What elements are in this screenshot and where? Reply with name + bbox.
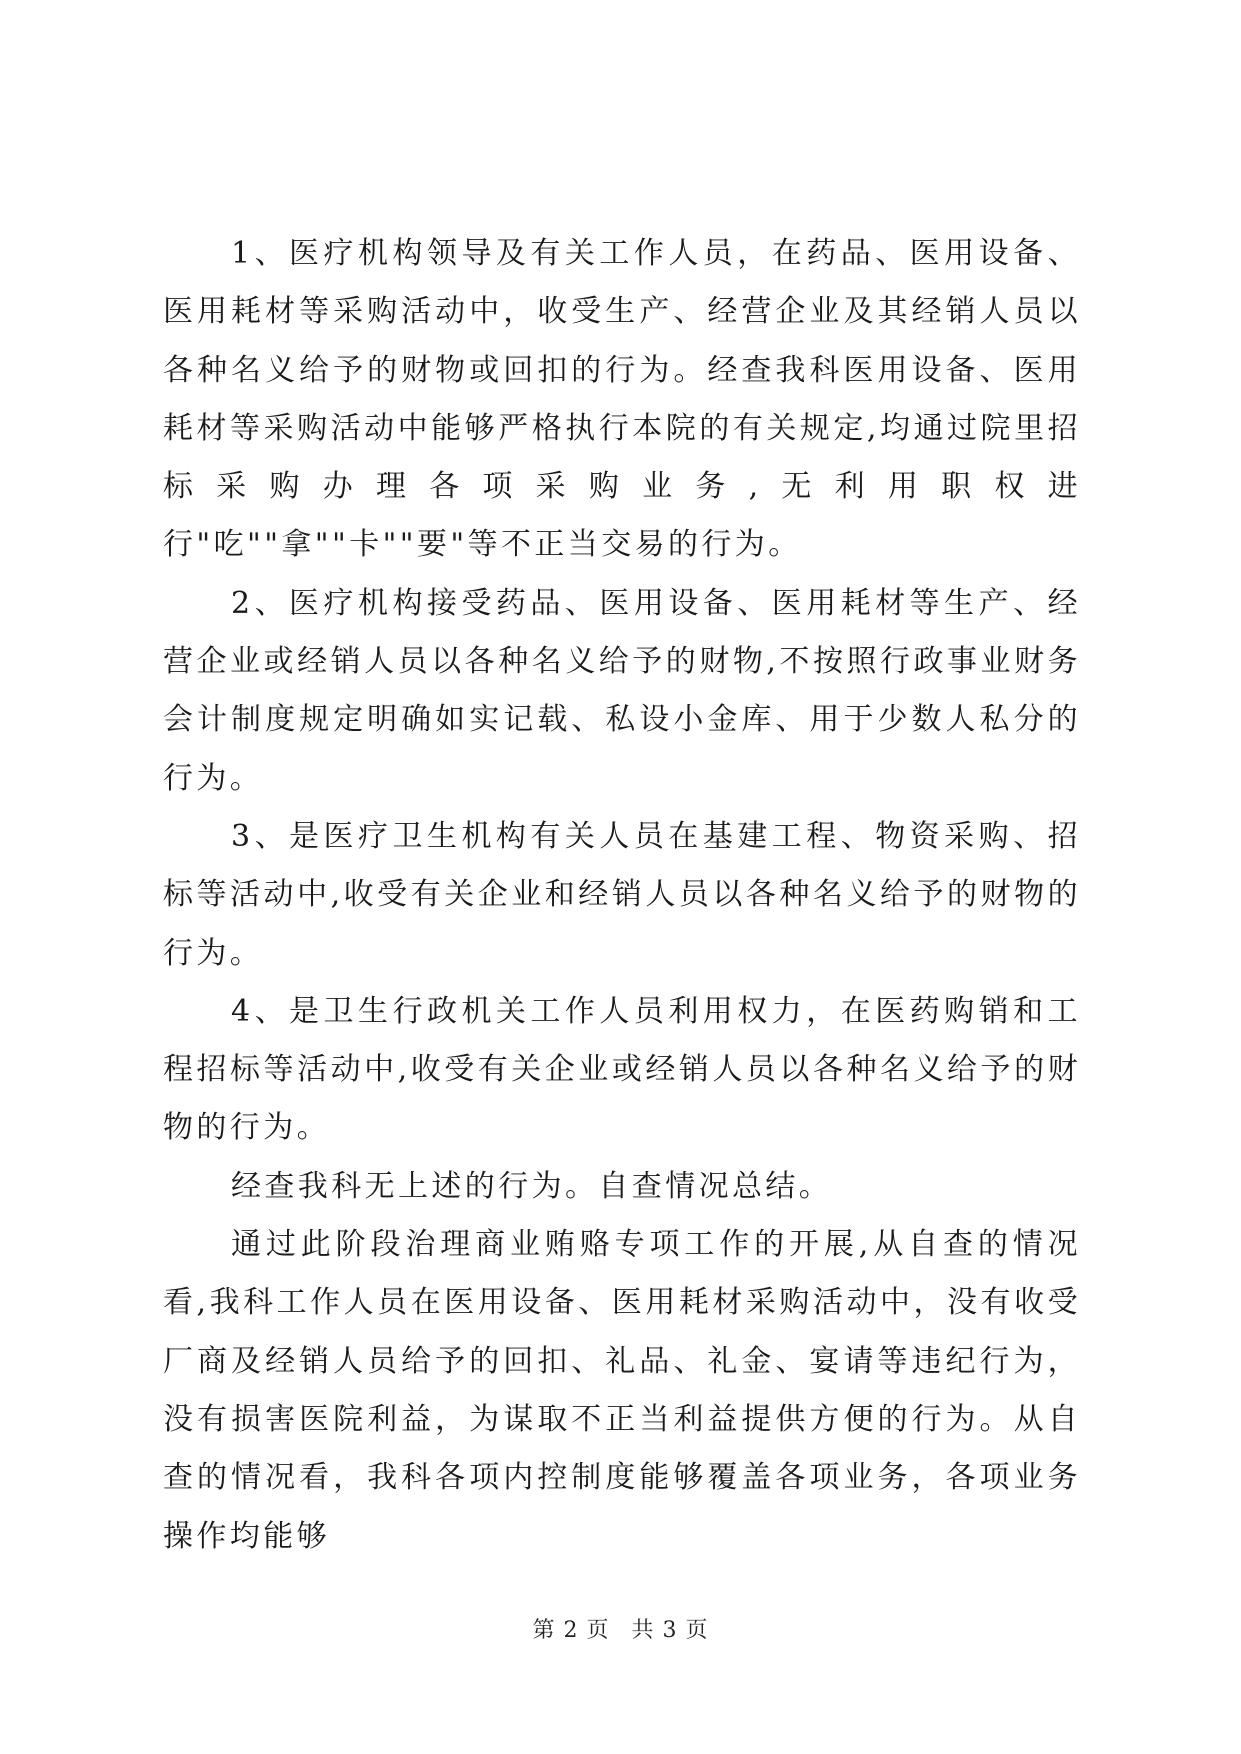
paragraph-1: 1、医疗机构领导及有关工作人员，在药品、医用设备、医用耗材等采购活动中，收受生产、经营企业及其经销人员以各种名义给予的财物或回扣的行为。经查我科医用设备、医用耗材等采购活动中能够严格执行本院的有关规定,均通过院里招标采购办理各项采购业务,无利用职权进行"吃""拿""卡""要"等不正当交易的行为。 bbox=[163, 236, 1081, 563]
paragraph-6: 通过此阶段治理商业贿赂专项工作的开展,从自查的情况看,我科工作人员在医用设备、医用耗材采购活动中，没有收受厂商及经销人员给予的回扣、礼品、礼金、宴请等违纪行为，没有损害医院利益，为谋取不正当利益提供方便的行为。从自查的情况看，我科各项内控制度能够覆盖各项业务，各项业务操作均能够 bbox=[163, 1227, 1081, 1554]
paragraph-5: 经查我科无上述的行为。自查情况总结。 bbox=[231, 1168, 833, 1204]
page-number: 第 2 页 bbox=[532, 1618, 610, 1643]
document-body bbox=[163, 225, 1081, 1566]
paragraph-2: 2、医疗机构接受药品、医用设备、医用耗材等生产、经营企业或经销人员以各种名义给予的财物,不按照行政事业财务会计制度规定明确如实记载、私设小金库、用于少数人私分的行为。 bbox=[163, 585, 1081, 796]
page-total: 共 3 页 bbox=[631, 1618, 709, 1643]
paragraph-3: 3、是医疗卫生机构有关人员在基建工程、物资采购、招标等活动中,收受有关企业和经销人员以各种名义给予的财物的行为。 bbox=[163, 818, 1081, 971]
page-footer bbox=[0, 1616, 1241, 1646]
paragraph-4: 4、是卫生行政机关工作人员利用权力，在医药购销和工程招标等活动中,收受有关企业或经销人员以各种名义给予的财物的行为。 bbox=[163, 993, 1081, 1146]
